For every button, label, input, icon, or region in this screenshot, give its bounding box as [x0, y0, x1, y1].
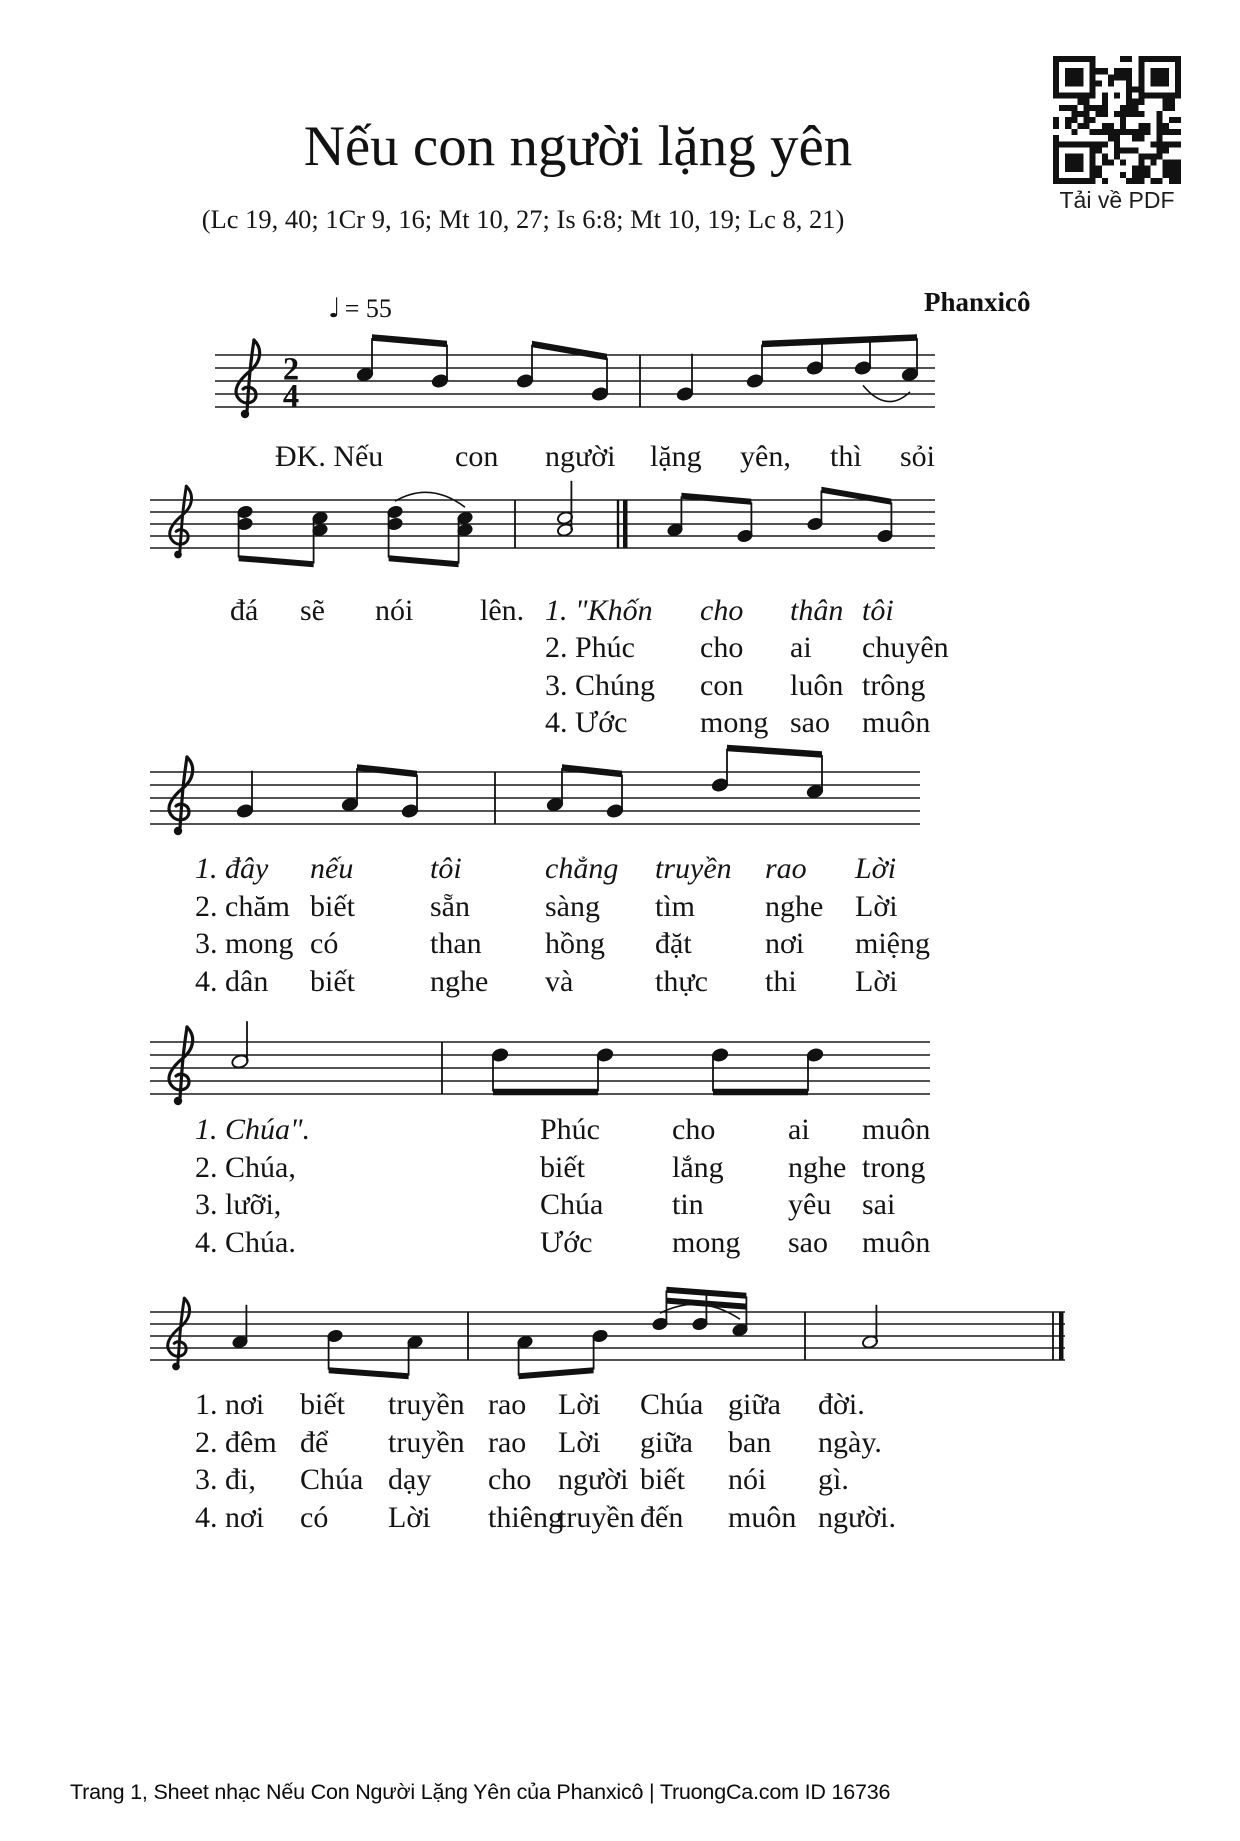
lyric-word: trông	[862, 669, 926, 702]
lyric-word: và	[545, 965, 574, 998]
lyric-word: biết	[540, 1151, 585, 1184]
lyric-word: sỏi	[900, 440, 936, 473]
lyric-word: nói	[728, 1463, 767, 1496]
song-title: Nếu con người lặng yên	[303, 115, 853, 178]
lyric-word: Lời	[855, 852, 897, 885]
lyric-word: con	[700, 669, 744, 702]
lyric-word: Lời	[855, 890, 898, 923]
lyric-word: nghe	[788, 1151, 847, 1184]
lyric-word: người	[545, 440, 616, 473]
lyric-word: truyền	[558, 1501, 635, 1534]
lyric-word: Ước	[540, 1226, 593, 1259]
lyric-word: chẳng	[545, 852, 619, 885]
lyric-word: tôi	[430, 852, 462, 885]
lyric-word: 3. mong	[195, 927, 294, 960]
lyric-word: Lời	[558, 1426, 601, 1459]
lyric-word: người.	[818, 1501, 896, 1534]
lyric-word: sàng	[545, 890, 600, 923]
lyric-word: biết	[300, 1388, 345, 1421]
lyric-word: có	[300, 1501, 329, 1534]
lyric-word: lên.	[480, 594, 525, 627]
lyric-word: muôn	[862, 1226, 931, 1259]
lyrics-verse-block-4	[150, 1388, 1050, 1534]
lyric-word: lắng	[672, 1151, 724, 1184]
lyric-word: giữa	[640, 1426, 693, 1459]
svg-text:2: 2	[282, 351, 300, 388]
lyric-word: 3. Chúng	[545, 669, 656, 702]
lyric-word: biết	[640, 1463, 685, 1496]
lyric-word: biết	[310, 890, 355, 923]
lyric-word: muôn	[862, 1113, 931, 1146]
lyric-word: cho	[672, 1113, 716, 1146]
lyric-word: lặng	[650, 440, 702, 473]
lyric-word: 2. Chúa,	[195, 1151, 296, 1184]
music-staff-1	[215, 305, 935, 455]
lyric-word: ĐK. Nếu	[275, 440, 384, 473]
lyric-word: ban	[728, 1426, 772, 1459]
lyric-word: tin	[672, 1188, 704, 1221]
footer-caption: Trang 1, Sheet nhạc Nếu Con Người Lặng Yên của Phanxicô | TruongCa.com ID 16736	[70, 1780, 891, 1804]
lyric-word: đặt	[655, 927, 692, 960]
lyric-word: Phúc	[540, 1113, 600, 1146]
lyric-word: sẵn	[430, 890, 470, 923]
lyric-word: than	[430, 927, 482, 960]
lyric-word: Lời	[558, 1388, 601, 1421]
lyric-word: hồng	[545, 927, 605, 960]
lyric-word: 4. nơi	[195, 1501, 265, 1534]
lyric-word: có	[310, 927, 339, 960]
lyric-word: chuyên	[862, 631, 949, 664]
lyric-word: rao	[488, 1426, 527, 1459]
lyric-word: 1. đây	[195, 852, 269, 885]
lyric-word: con	[455, 440, 499, 473]
lyric-word: muôn	[728, 1501, 797, 1534]
lyric-word: nghe	[765, 890, 824, 923]
lyric-word: để	[300, 1426, 329, 1459]
lyrics-verse-block-2	[150, 852, 1050, 998]
lyric-word: sai	[862, 1188, 896, 1221]
lyric-word: 4. dân	[195, 965, 269, 998]
lyric-word: mong	[672, 1226, 741, 1259]
lyric-word: 4. Ước	[545, 706, 628, 739]
lyric-word: sẽ	[300, 594, 325, 627]
lyric-word: dạy	[388, 1463, 432, 1496]
lyric-word: Chúa	[640, 1388, 704, 1421]
lyric-word: 3. lưỡi,	[195, 1188, 282, 1221]
lyric-word: 1. "Khốn	[545, 594, 653, 627]
svg-text:4: 4	[282, 378, 300, 415]
lyric-word: muôn	[862, 706, 931, 739]
music-staff-3	[150, 722, 920, 872]
lyric-word: yêu	[788, 1188, 832, 1221]
tempo-value: = 55	[344, 294, 392, 323]
lyric-word: đời.	[818, 1388, 865, 1421]
scripture-references: (Lc 19, 40; 1Cr 9, 16; Mt 10, 27; Is 6:8; Mt 10, 19; Lc 8, 21)	[201, 204, 845, 234]
quarter-note-icon: ♩	[328, 293, 341, 324]
lyric-word: cho	[700, 594, 744, 627]
lyric-word: người	[558, 1463, 629, 1496]
lyric-word: đến	[640, 1501, 684, 1534]
lyric-word: thi	[765, 965, 797, 998]
lyric-word: Chúa	[300, 1463, 364, 1496]
lyric-word: 2. Phúc	[545, 631, 635, 664]
lyric-word: nghe	[430, 965, 489, 998]
lyric-word: gì.	[818, 1463, 849, 1496]
lyric-word: nếu	[310, 852, 354, 885]
lyric-word: thân	[790, 594, 844, 627]
lyric-word: 2. đêm	[195, 1426, 277, 1459]
lyric-word: cho	[700, 631, 744, 664]
lyric-word: miệng	[855, 927, 930, 960]
lyric-word: ai	[788, 1113, 810, 1146]
composer-name: Phanxicô	[924, 287, 1031, 317]
lyric-word: truyền	[655, 852, 732, 885]
lyric-word: ngày.	[818, 1426, 882, 1459]
lyric-word: Chúa	[540, 1188, 604, 1221]
lyric-word: đá	[230, 594, 259, 627]
lyric-word: rao	[488, 1388, 527, 1421]
lyric-word: 2. chăm	[195, 890, 290, 923]
lyric-word: trong	[862, 1151, 926, 1184]
music-staff-2	[150, 450, 935, 600]
lyric-word: rao	[765, 852, 807, 885]
lyric-word: ai	[790, 631, 812, 664]
lyric-word: nói	[375, 594, 414, 627]
lyric-word: 1. nơi	[195, 1388, 265, 1421]
lyric-word: yên,	[740, 440, 791, 473]
download-pdf-label[interactable]: Tải về PDF	[1059, 187, 1175, 213]
lyric-word: sao	[790, 706, 830, 739]
lyric-word: Lời	[855, 965, 898, 998]
lyrics-verse-block-3	[150, 1113, 1050, 1259]
lyric-word: 4. Chúa.	[195, 1226, 296, 1259]
lyric-word: 3. đi,	[195, 1463, 256, 1496]
lyric-word: Lời	[388, 1501, 431, 1534]
lyric-word: 1. Chúa".	[195, 1113, 311, 1146]
lyric-word: biết	[310, 965, 355, 998]
lyric-word: thực	[655, 965, 708, 998]
lyric-word: luôn	[790, 669, 844, 702]
lyric-word: truyền	[388, 1426, 465, 1459]
lyric-word: thì	[830, 440, 862, 473]
lyric-word: sao	[788, 1226, 828, 1259]
lyric-word: thiêng	[488, 1501, 563, 1534]
lyric-word: giữa	[728, 1388, 781, 1421]
lyric-word: truyền	[388, 1388, 465, 1421]
lyric-word: tôi	[862, 594, 894, 627]
lyrics-refrain-line	[215, 440, 1115, 473]
lyric-word: cho	[488, 1463, 532, 1496]
lyric-word: tìm	[655, 890, 696, 923]
lyric-word: nơi	[765, 927, 805, 960]
lyric-word: mong	[700, 706, 769, 739]
